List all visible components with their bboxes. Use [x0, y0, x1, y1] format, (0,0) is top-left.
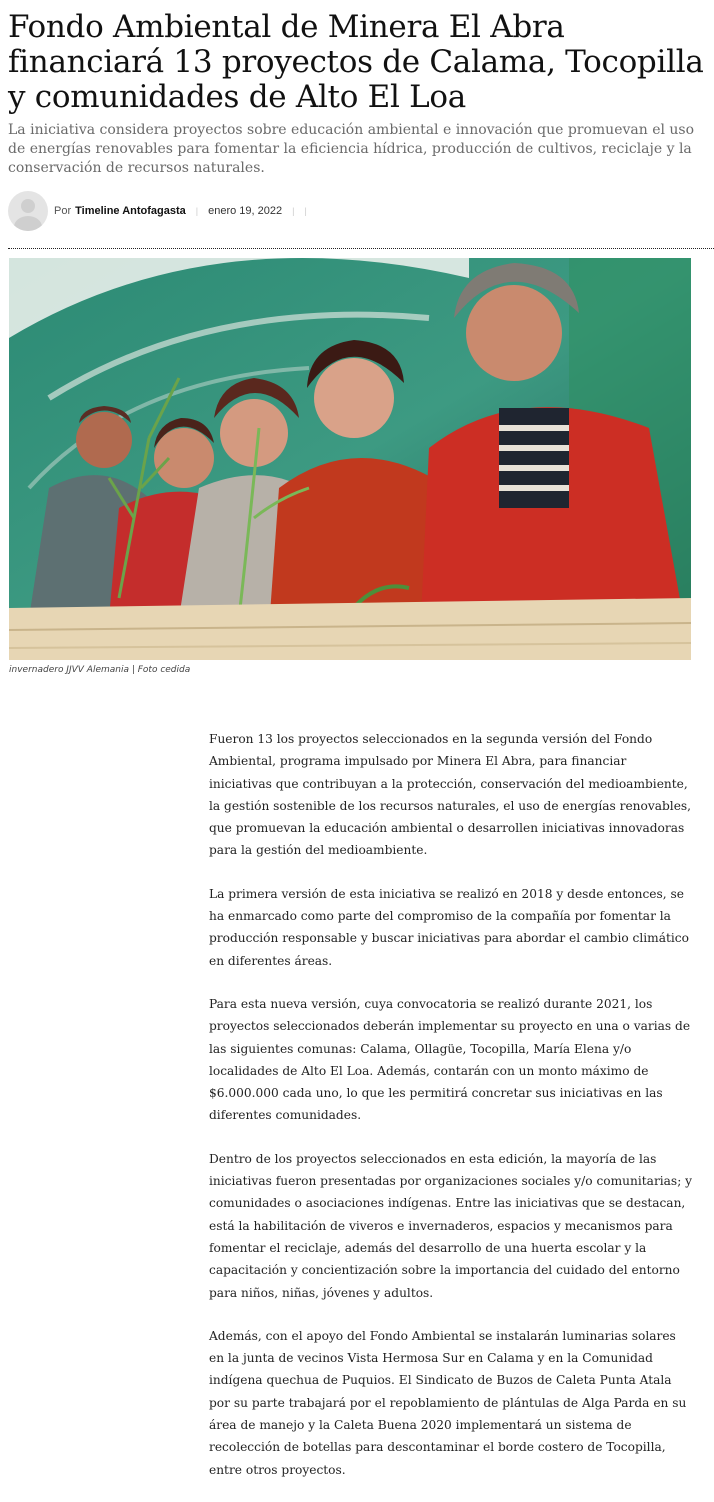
- article-body: [209, 728, 693, 1502]
- article-title: Fondo Ambiental de Minera El Abra financiará 13 proyectos de Calama, Tocopilla y comunidades de Alto El Loa: [8, 9, 704, 115]
- article-paragraph: La primera versión de esta iniciativa se realizó en 2018 y desde entonces, se ha enmarcado como parte del compromiso de la compañía por fomentar la producción responsable y buscar iniciativas para abordar el cambio climático en diferentes áreas.: [209, 886, 689, 968]
- article-paragraph: Además, con el apoyo del Fondo Ambiental se instalarán luminarias solares en la junta de vecinos Vista Hermosa Sur en Calama y en la Comunidad indígena quechua de Puquios. El Sindicato de Buzos de Caleta Punta Atala por su parte trabajará por el repoblamiento de plántulas de Alga Parda en su área de manejo y la Caleta Buena 2020 implementará un sistema de recolección de botellas para descontaminar el borde costero de Tocopilla, entre otros proyectos.: [209, 1328, 687, 1477]
- article-paragraph: Fueron 13 los proyectos seleccionados en la segunda versión del Fondo Ambiental, programa impulsado por Minera El Abra, para financiar iniciativas que contribuyan a la protección, conservación del medioambiente, la gestión sostenible de los recursos naturales, el uso de energías renovables, que promuevan la educación ambiental o desarrollen iniciativas innovadoras para la gestión del medioambiente.: [209, 732, 692, 858]
- article-paragraph: Para esta nueva versión, cuya convocatoria se realizó durante 2021, los proyectos seleccionados deberán implementar su proyecto en una o varias de las siguientes comunas: Calama, Ollagüe, Tocopilla, María Elena y/o localidades de Alto El Loa. Además, contarán con un monto máximo de $6.000.000 cada uno, lo que les permitirá concretar sus iniciativas en las diferentes comunidades.: [209, 996, 691, 1123]
- article-subtitle: La iniciativa considera proyectos sobre educación ambiental e innovación que promuevan el uso de energías renovables para fomentar la eficiencia hídrica, producción de cultivos, reciclaje y la conservación de recursos naturales.: [8, 122, 695, 176]
- byline-separator: |: [195, 206, 199, 216]
- avatar-head: [21, 199, 35, 213]
- author-link[interactable]: Timeline Antofagasta: [75, 205, 186, 217]
- byline-separator: |: [304, 206, 307, 216]
- article-photo: [9, 258, 691, 660]
- greenhouse-photo-illustration: [9, 258, 691, 660]
- section-divider: [8, 248, 714, 249]
- article-paragraph: Dentro de los proyectos seleccionados en esta edición, la mayoría de las iniciativas fueron presentadas por organizaciones sociales y/o comunitarias; y comunidades o asociaciones indígenas. Entre las iniciativas que se destacan, está la habilitación de viveros e invernaderos, espacios y mecanismos para fomentar el reciclaje, además del desarrollo de una huerta escolar y la capacitación y concientización sobre la importancia del cuidado del entorno para niños, niñas, jóvenes y adultos.: [209, 1151, 693, 1300]
- article-byline: [8, 190, 708, 232]
- image-caption: invernadero JJVV Alemania | Foto cedida: [9, 665, 191, 675]
- byline-prefix: Por: [54, 205, 72, 217]
- avatar-shoulders: [14, 216, 42, 231]
- byline-separator: |: [292, 206, 295, 216]
- author-avatar-icon[interactable]: [8, 191, 48, 231]
- publish-date: enero 19, 2022: [208, 205, 283, 217]
